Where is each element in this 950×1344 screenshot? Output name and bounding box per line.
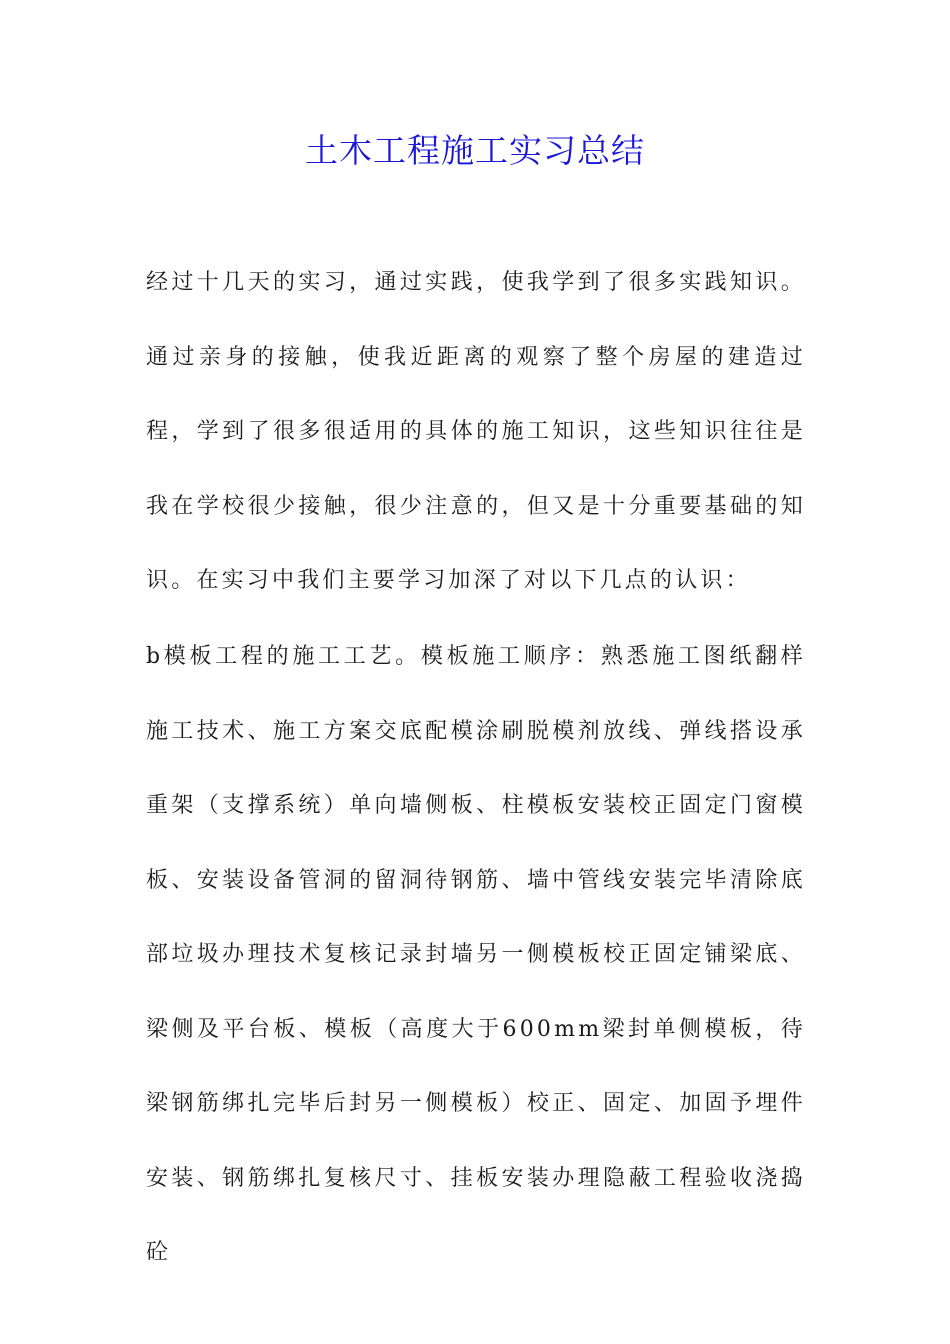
formwork-paragraph: b模板工程的施工工艺。模板施工顺序：熟悉施工图纸翻样施工技术、施工方案交底配模涂刷脱模剂放线、弹线搭设承重架（支撑系统）单向墙侧板、柱模板安装校正固定门窗模板、安装设备管洞的留洞待钢筋、墙中管线安装完毕清除底部垃圾办理技术复核记录封墙另一侧模板校正固定铺梁底、梁侧及平台板、模板（高度大于600mm梁封单侧模板，待梁钢筋绑扎完毕后封另一侧模板）校正、固定、加固予埋件安装、钢筋绑扎复核尺寸、挂板安装办理隐蔽工程验收浇捣砼 bbox=[146, 644, 806, 1265]
document-title: 土木工程施工实习总结 bbox=[305, 131, 645, 170]
intro-paragraph: 经过十几天的实习，通过实践，使我学到了很多实践知识。通过亲身的接触，使我近距离的观察了整个房屋的建造过程，学到了很多很适用的具体的施工知识，这些知识往往是我在学校很少接触，很少注意的，但又是十分重要基础的知识。在实习中我们主要学习加深了对以下几点的认识： bbox=[146, 270, 806, 593]
